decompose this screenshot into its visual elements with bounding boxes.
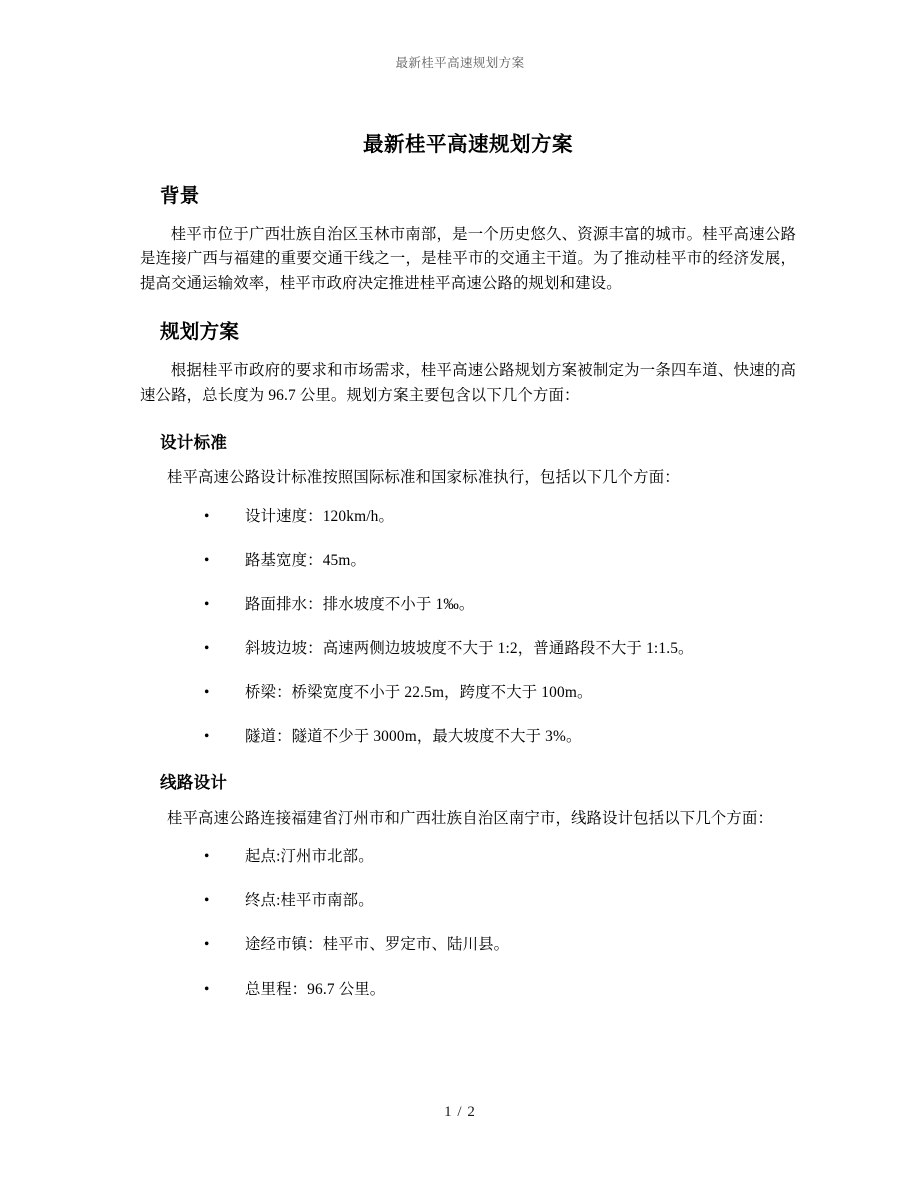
- list-item-text: 总里程：96.7 公里。: [245, 980, 386, 998]
- list-item-text: 桥梁：桥梁宽度不小于 22.5m，跨度不大于 100m。: [245, 684, 593, 702]
- list-item: [140, 889, 796, 912]
- list-item-text: 路面排水：排水坡度不小于 1‰。: [245, 595, 475, 613]
- list-item-text: 起点:汀州市北部。: [245, 848, 374, 866]
- bullet-icon: •: [204, 551, 210, 569]
- list-item: [140, 978, 796, 1001]
- section-heading-background: 背景: [160, 185, 200, 207]
- bullet-icon: •: [204, 595, 210, 613]
- list-item: [140, 549, 796, 572]
- bullet-icon: •: [204, 980, 210, 998]
- document-title: 最新桂平高速规划方案: [363, 134, 573, 156]
- section-heading-plan: 规划方案: [160, 322, 240, 343]
- list-item-text: 路基宽度：45m。: [245, 551, 367, 569]
- list-item-text: 设计速度：120km/h。: [245, 507, 395, 525]
- subsection-heading-route-design: 线路设计: [160, 773, 228, 793]
- bullet-icon: •: [204, 684, 210, 702]
- list-item-text: 终点:桂平市南部。: [245, 892, 374, 910]
- list-item-text: 隧道：隧道不少于 3000m，最大坡度不大于 3%。: [245, 728, 582, 746]
- list-item-text: 斜坡边坡：高速两侧边坡坡度不大于 1:2，普通路段不大于 1:1.5。: [245, 640, 694, 658]
- document-body: [140, 132, 796, 1005]
- subsection-heading-design-standard: 设计标准: [160, 433, 228, 452]
- route-design-paragraph: 桂平高速公路连接福建省汀州市和广西壮族自治区南宁市，线路设计包括以下几个方面：: [166, 809, 774, 827]
- list-item: [140, 637, 796, 660]
- list-item: [140, 505, 796, 528]
- bullet-icon: •: [204, 640, 210, 658]
- running-header: 最新桂平高速规划方案: [395, 56, 525, 70]
- list-item: [140, 593, 796, 616]
- page-number-footer: 1 / 2: [444, 1104, 476, 1120]
- list-item: [140, 725, 796, 748]
- list-item-text: 途经市镇：桂平市、罗定市、陆川县。: [245, 936, 510, 954]
- design-standard-paragraph: 桂平高速公路设计标准按照国际标准和国家标准执行，包括以下几个方面：: [166, 469, 680, 487]
- background-paragraph: 桂平市位于广西壮族自治区玉林市南部，是一个历史悠久、资源丰富的城市。桂平高速公路是连接广西与福建的重要交通干线之一，是桂平市的交通主干道。为了推动桂平市的经济发展，提高交通运输效率，桂平市政府决定推进桂平高速公路的规划和建设。: [140, 226, 796, 292]
- list-item: [140, 681, 796, 704]
- bullet-icon: •: [204, 848, 210, 866]
- design-standard-list: [140, 505, 796, 749]
- list-item: [140, 845, 796, 868]
- bullet-icon: •: [204, 936, 210, 954]
- plan-paragraph: 根据桂平市政府的要求和市场需求，桂平高速公路规划方案被制定为一条四车道、快速的高速公路，总长度为 96.7 公里。规划方案主要包含以下几个方面：: [140, 362, 796, 404]
- bullet-icon: •: [204, 892, 210, 910]
- bullet-icon: •: [204, 507, 210, 525]
- list-item: [140, 933, 796, 956]
- route-design-list: [140, 845, 796, 1000]
- bullet-icon: •: [204, 728, 210, 746]
